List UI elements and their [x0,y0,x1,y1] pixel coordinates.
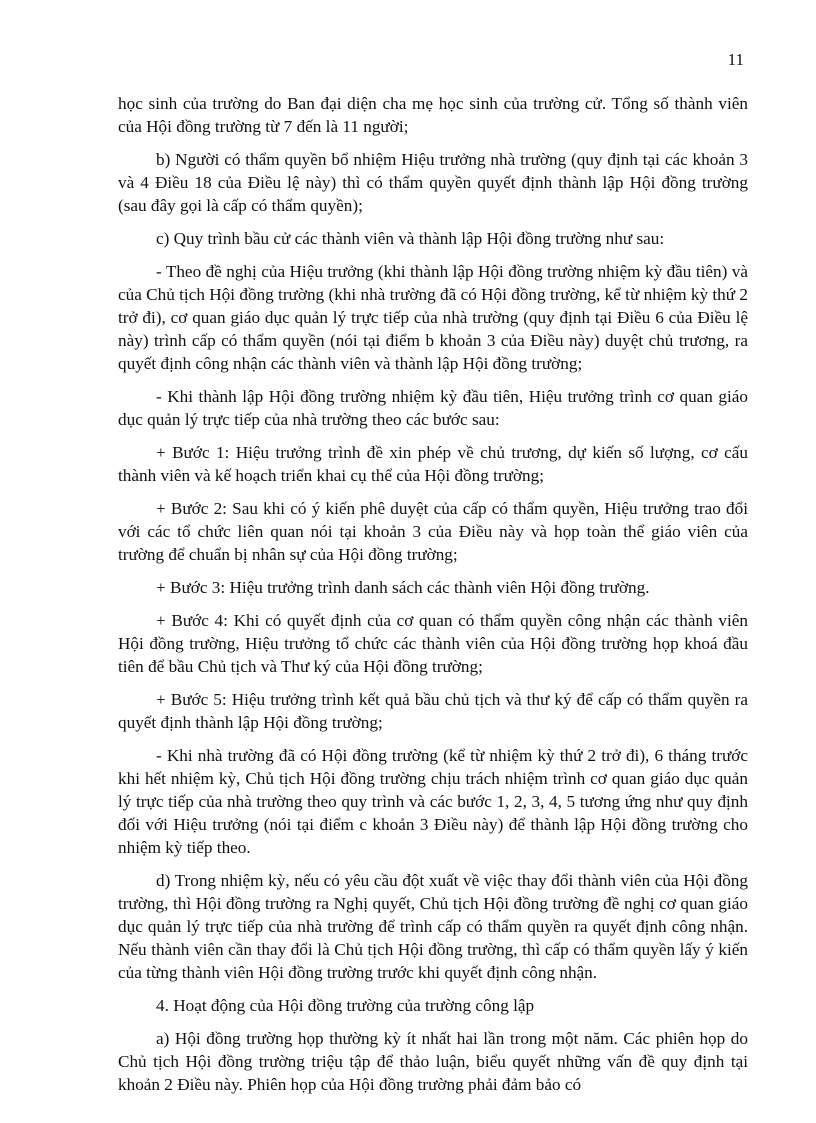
page-number: 11 [727,50,744,69]
paragraph: + Bước 4: Khi có quyết định của cơ quan có thẩm quyền công nhận các thành viên Hội đồng trường, Hiệu trưởng tổ chức các thành viên của Hội đồng trường họp khoá đầu tiên để bầu Chủ tịch và Thư ký của Hội đồng trường; [118,611,748,676]
paragraph: - Theo đề nghị của Hiệu trưởng (khi thành lập Hội đồng trường nhiệm kỳ đầu tiên) và của Chủ tịch Hội đồng trường (khi nhà trường đã có Hội đồng trường, kể từ nhiệm kỳ thứ 2 trở đi), cơ quan giáo dục quản lý trực tiếp của nhà trường (quy định tại Điều 6 của Điều lệ này) trình cấp có thẩm quyền (nói tại điểm b khoản 3 của Điều này) duyệt chủ trương, ra quyết định công nhận các thành viên và thành lập Hội đồng trường; [118,262,748,373]
section-heading: 4. Hoạt động của Hội đồng trường của trường công lập [156,996,535,1015]
paragraph: a) Hội đồng trường họp thường kỳ ít nhất hai lần trong một năm. Các phiên họp do Chủ tịch Hội đồng trường triệu tập để thảo luận, biểu quyết những vấn đề quy định tại khoản 2 Điều này. Phiên họp của Hội đồng trường phải đảm bảo có [118,1029,748,1094]
paragraph: + Bước 2: Sau khi có ý kiến phê duyệt của cấp có thẩm quyền, Hiệu trưởng trao đổi với các tổ chức liên quan nói tại khoản 3 của Điều này và họp toàn thể giáo viên của trường để chuẩn bị nhân sự của Hội đồng trường; [118,499,748,564]
paragraph: + Bước 3: Hiệu trưởng trình danh sách các thành viên Hội đồng trường. [156,578,650,597]
paragraph: c) Quy trình bầu cử các thành viên và thành lập Hội đồng trường như sau: [156,229,665,248]
paragraph: + Bước 5: Hiệu trưởng trình kết quả bầu chủ tịch và thư ký để cấp có thẩm quyền ra quyết định thành lập Hội đồng trường; [118,690,748,732]
paragraph: d) Trong nhiệm kỳ, nếu có yêu cầu đột xuất về việc thay đổi thành viên của Hội đồng trường, thì Hội đồng trường ra Nghị quyết, Chủ tịch Hội đồng trường đề nghị cơ quan giáo dục quản lý trực tiếp của nhà trường để trình cấp có thẩm quyền ra quyết định công nhận. Nếu thành viên cần thay đổi là Chủ tịch Hội đồng trường, thì cấp có thẩm quyền lấy ý kiến của từng thành viên Hội đồng trường trước khi quyết định công nhận. [118,871,748,982]
paragraph: - Khi thành lập Hội đồng trường nhiệm kỳ đầu tiên, Hiệu trưởng trình cơ quan giáo dục quản lý trực tiếp của nhà trường theo các bước sau: [118,387,748,429]
paragraph: + Bước 1: Hiệu trưởng trình đề xin phép về chủ trương, dự kiến số lượng, cơ cấu thành viên và kế hoạch triển khai cụ thể của Hội đồng trường; [118,443,748,485]
paragraph: học sinh của trường do Ban đại diện cha mẹ học sinh của trường cử. Tổng số thành viên của Hội đồng trường từ 7 đến là 11 người; [118,94,748,136]
paragraph: b) Người có thẩm quyền bổ nhiệm Hiệu trưởng nhà trường (quy định tại các khoản 3 và 4 Điều 18 của Điều lệ này) thì có thẩm quyền quyết định thành lập Hội đồng trường (sau đây gọi là cấp có thẩm quyền); [118,150,748,215]
document-body [118,92,748,1106]
paragraph: - Khi nhà trường đã có Hội đồng trường (kể từ nhiệm kỳ thứ 2 trở đi), 6 tháng trước khi hết nhiệm kỳ, Chủ tịch Hội đồng trường chịu trách nhiệm trình cơ quan giáo dục quản lý trực tiếp của nhà trường theo quy trình và các bước 1, 2, 3, 4, 5 tương ứng như quy định đối với Hiệu trưởng (nói tại điểm c khoản 3 Điều này) để thành lập Hội đồng trường cho nhiệm kỳ tiếp theo. [118,746,748,857]
